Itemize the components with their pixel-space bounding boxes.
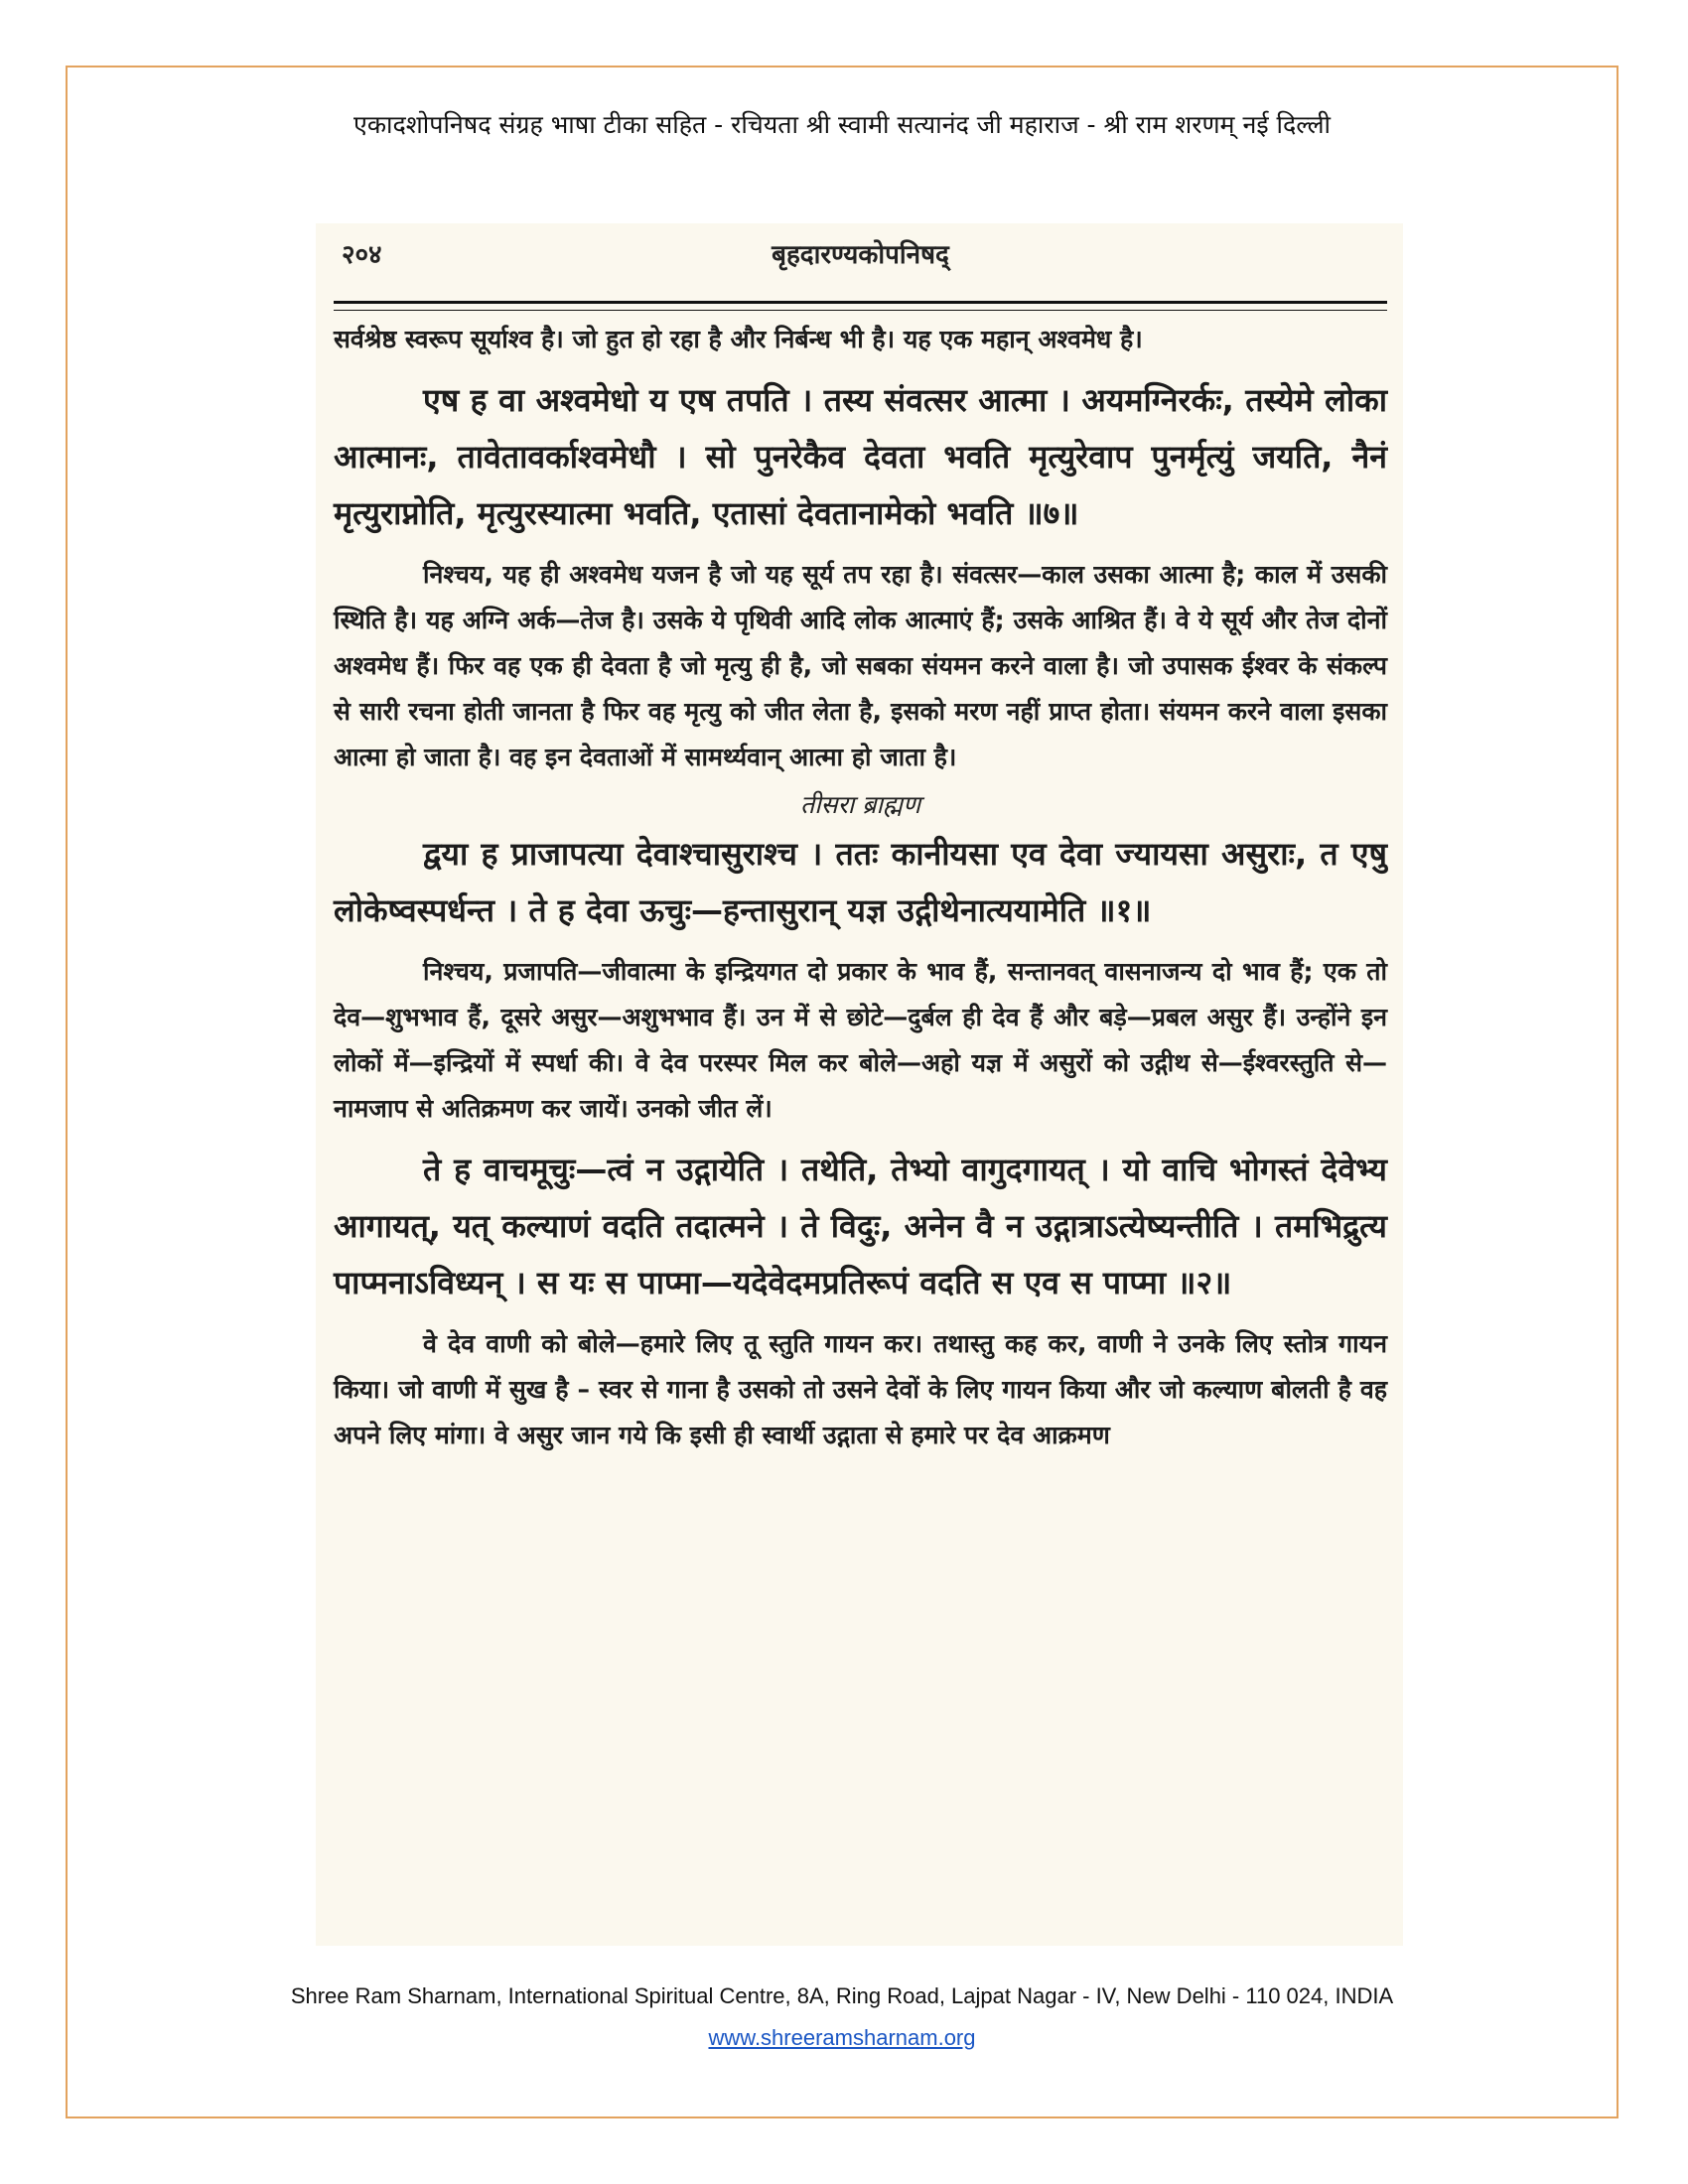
scanned-page bbox=[316, 223, 1403, 1946]
commentary-paragraph-1: सर्वश्रेष्ठ स्वरूप सूर्याश्व है। जो हुत हो रहा है और निर्बन्ध भी है। यह एक महान् अश्वमेध है। bbox=[334, 325, 1143, 353]
verse-7: एष ह वा अश्वमेधो य एष तपति । तस्य संवत्सर आत्मा । अयमग्निरर्कः, तस्येमे लोका आत्मानः, तावेतावर्काश्वमेधौ । सो पुनरेकैव देवता भवति मृत्युरेवाप पुनर्मृत्युं जयति, नैनं मृत्युराप्नोति, मृत्युरस्यात्मा भवति, एतासां देवतानामेको भवति ॥७॥ bbox=[334, 381, 1387, 532]
commentary-paragraph-2: निश्चय, यह ही अश्वमेध यजन है जो यह सूर्य तप रहा है। संवत्सर—काल उसका आत्मा है; काल में उसकी स्थिति है। यह अग्नि अर्क—तेज है। उसके ये पृथिवी आदि लोक आत्माएं हैं; उसके आश्रित हैं। वे ये सूर्य और तेज दोनों अश्वमेध हैं। फिर वह एक ही देवता है जो मृत्यु ही है, जो सबका संयमन करने वाला है। जो उपासक ईश्वर के संकल्प से सारी रचना होती जानता है फिर वह मृत्यु को जीत लेता है, इसको मरण नहीं प्राप्त होता। संयमन करने वाला इसका आत्मा हो जाता है। वह इन देवताओं में सामर्थ्यवान् आत्मा हो जाता है। bbox=[334, 560, 1387, 771]
verse-1: द्वया ह प्राजापत्या देवाश्चासुराश्च । ततः कानीयसा एव देवा ज्यायसा असुराः, त एषु लोकेष्वस्पर्धन्त । ते ह देवा ऊचुः—हन्तासुरान् यज्ञ उद्गीथेनात्ययामेति ॥१॥ bbox=[334, 835, 1387, 929]
verse-2: ते ह वाचमूचुः—त्वं न उद्गायेति । तथेति, तेभ्यो वागुदगायत् । यो वाचि भोगस्तं देवेभ्य आगायत्, यत् कल्याणं वदति तदात्मने । ते विदुः, अनेन वै न उद्गात्राऽत्येष्यन्तीति । तमभिद्रुत्य पाप्मनाऽविध्यन् । स यः स पाप्मा—यदेवेदमप्रतिरूपं वदति स एव स पाप्मा ॥२॥ bbox=[334, 1151, 1387, 1301]
section-heading: तीसरा ब्राह्मण bbox=[799, 790, 921, 819]
header-rule bbox=[334, 301, 1387, 311]
website-link[interactable]: www.shreeramsharnam.org bbox=[708, 2025, 976, 2050]
running-head bbox=[334, 223, 1387, 273]
document-header: एकादशोपनिषद संग्रह भाषा टीका सहित - रचियता श्री स्वामी सत्यानंद जी महाराज - श्री राम शरणम् नई दिल्ली bbox=[353, 110, 1331, 139]
commentary-paragraph-3: निश्चय, प्रजापति—जीवात्मा के इन्द्रियगत दो प्रकार के भाव हैं, सन्तानवत् वासनाजन्य दो भाव हैं; एक तो देव—शुभभाव हैं, दूसरे असुर—अशुभभाव हैं। उन में से छोटे—दुर्बल ही देव हैं और बड़े—प्रबल असुर हैं। उन्होंने इन लोकों में—इन्द्रियों में स्पर्धा की। वे देव परस्पर मिल कर बोले—अहो यज्ञ में असुरों को उद्गीथ से—ईश्वरस्तुति से—नामजाप से अतिक्रमण कर जायें। उनको जीत लें। bbox=[334, 957, 1387, 1123]
footer-address: Shree Ram Sharnam, International Spiritual Centre, 8A, Ring Road, Lajpat Nagar - IV, New Delhi - 110 024, INDIA bbox=[290, 1983, 1394, 2008]
body-text bbox=[334, 317, 1387, 1458]
running-title: बृहदारण्यकोपनिषद् bbox=[772, 240, 949, 270]
commentary-paragraph-4: वे देव वाणी को बोले—हमारे लिए तू स्तुति गायन कर। तथास्तु कह कर, वाणी ने उनके लिए स्तोत्र गायन किया। जो वाणी में सुख है – स्वर से गाना है उसको तो उसने देवों के लिए गायन किया और जो कल्याण बोलती है वह अपने लिए मांगा। वे असुर जान गये कि इसी ही स्वार्थी उद्गाता से हमारे पर देव आक्रमण bbox=[334, 1329, 1387, 1449]
page-number: २०४ bbox=[342, 240, 382, 270]
